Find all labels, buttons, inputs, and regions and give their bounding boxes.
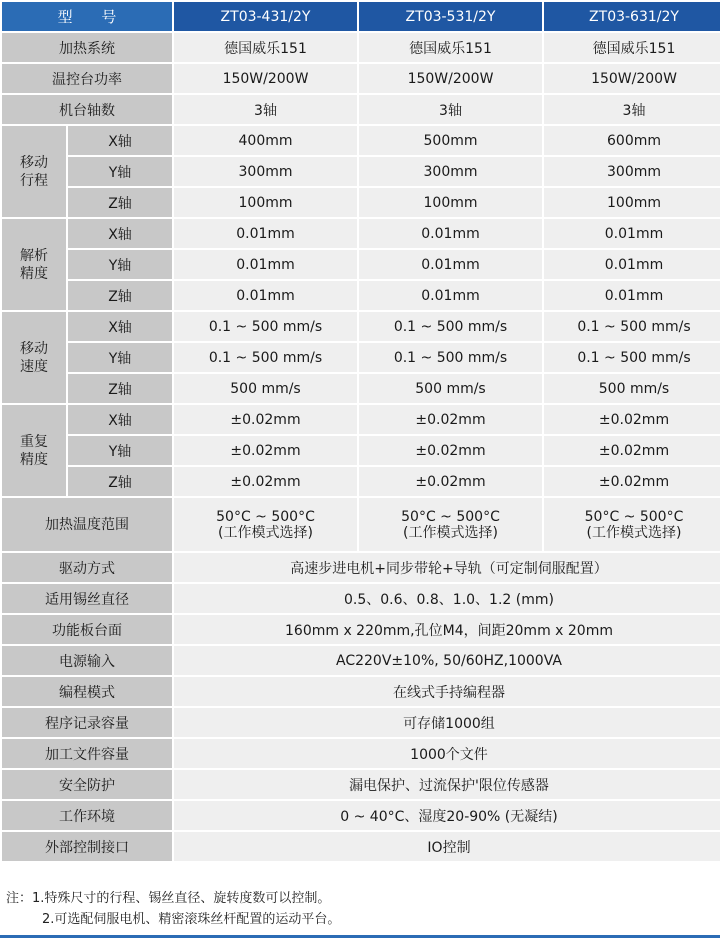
spec-value: 0.01mm [359, 281, 542, 310]
group-label [2, 126, 66, 217]
bottom-rule [0, 935, 720, 938]
spec-value-merged: 1000个文件 [174, 739, 720, 768]
row-label: 加热温度范围 [2, 498, 172, 551]
spec-row-merged [2, 615, 720, 644]
footnote-2: 2.可选配伺服电机、精密滚珠丝杆配置的运动平台。 [42, 912, 341, 927]
spec-value: 150W/200W [544, 64, 720, 93]
spec-value: 德国威乐151 [544, 33, 720, 62]
model-column-1: ZT03-431/2Y [174, 2, 357, 31]
spec-value: 100mm [174, 188, 357, 217]
row-label: 编程模式 [2, 677, 172, 706]
spec-value: 0.01mm [359, 219, 542, 248]
axis-label: Z轴 [68, 188, 172, 217]
spec-row [2, 436, 720, 465]
spec-row [2, 219, 720, 248]
row-label: 加热系统 [2, 33, 172, 62]
model-label: 型 号 [2, 2, 172, 31]
spec-value: 100mm [544, 188, 720, 217]
spec-row-merged [2, 708, 720, 737]
spec-value-merged: 高速步进电机+同步带轮+导轨（可定制伺服配置） [174, 553, 720, 582]
axis-label: X轴 [68, 312, 172, 341]
spec-value: 3轴 [174, 95, 357, 124]
spec-value: 300mm [174, 157, 357, 186]
temp-range-line1: 50°C ~ 500°C [584, 508, 684, 525]
group-label [2, 405, 66, 496]
spec-row [2, 281, 720, 310]
spec-row [2, 343, 720, 372]
spec-row-merged [2, 553, 720, 582]
spec-value: ±0.02mm [544, 467, 720, 496]
spec-row [2, 405, 720, 434]
spec-value: 0.01mm [174, 219, 357, 248]
row-label: 加工文件容量 [2, 739, 172, 768]
spec-row [2, 467, 720, 496]
axis-label: Y轴 [68, 250, 172, 279]
spec-value: 500 mm/s [359, 374, 542, 403]
spec-row-merged [2, 677, 720, 706]
group-label-text: 移动速度 [20, 340, 48, 375]
spec-row-merged [2, 801, 720, 830]
temp-range-line1: 50°C ~ 500°C [401, 508, 500, 525]
spec-value: 0.1 ~ 500 mm/s [174, 312, 357, 341]
spec-row-merged [2, 832, 720, 861]
temp-range-value [544, 498, 720, 551]
row-label: 工作环境 [2, 801, 172, 830]
spec-value: 600mm [544, 126, 720, 155]
spec-value-merged: 0 ~ 40°C、湿度20-90% (无凝结) [174, 801, 720, 830]
spec-value: ±0.02mm [359, 467, 542, 496]
spec-value: ±0.02mm [359, 436, 542, 465]
spec-value-merged: 可存储1000组 [174, 708, 720, 737]
spec-value: ±0.02mm [544, 405, 720, 434]
spec-row-merged [2, 584, 720, 613]
spec-row [2, 95, 720, 124]
spec-row [2, 64, 720, 93]
spec-value: 500 mm/s [174, 374, 357, 403]
spec-value: ±0.02mm [174, 467, 357, 496]
footnote-1: 注：1.特殊尺寸的行程、锡丝直径、旋转度数可以控制。 [6, 891, 331, 906]
spec-value: 德国威乐151 [174, 33, 357, 62]
axis-label: X轴 [68, 126, 172, 155]
spec-row [2, 126, 720, 155]
row-label: 温控台功率 [2, 64, 172, 93]
spec-value: 500 mm/s [544, 374, 720, 403]
spec-row [2, 33, 720, 62]
row-label: 功能板台面 [2, 615, 172, 644]
temp-range-line2: (工作模式选择) [586, 524, 682, 541]
spec-value-merged: 在线式手持编程器 [174, 677, 720, 706]
spec-value: 150W/200W [174, 64, 357, 93]
spec-value: 500mm [359, 126, 542, 155]
row-label: 程序记录容量 [2, 708, 172, 737]
spec-value: 0.01mm [359, 250, 542, 279]
spec-value: 0.01mm [544, 219, 720, 248]
row-label: 电源输入 [2, 646, 172, 675]
spec-row [2, 250, 720, 279]
group-label [2, 219, 66, 310]
row-label: 外部控制接口 [2, 832, 172, 861]
spec-value: 德国威乐151 [359, 33, 542, 62]
temp-range-row [2, 498, 720, 551]
group-label [2, 312, 66, 403]
spec-value: 0.1 ~ 500 mm/s [544, 312, 720, 341]
spec-row-merged [2, 770, 720, 799]
spec-value: ±0.02mm [544, 436, 720, 465]
spec-row [2, 157, 720, 186]
model-column-2: ZT03-531/2Y [359, 2, 542, 31]
temp-range-line2: (工作模式选择) [218, 524, 313, 541]
header-row [2, 2, 720, 31]
spec-value: 0.1 ~ 500 mm/s [359, 343, 542, 372]
axis-label: Z轴 [68, 374, 172, 403]
spec-value: 0.01mm [174, 250, 357, 279]
axis-label: Y轴 [68, 157, 172, 186]
spec-value: 0.1 ~ 500 mm/s [544, 343, 720, 372]
spec-row [2, 312, 720, 341]
group-label-text: 解析精度 [20, 247, 48, 282]
spec-value: 400mm [174, 126, 357, 155]
spec-value: ±0.02mm [359, 405, 542, 434]
footnotes [6, 888, 340, 930]
spec-row [2, 374, 720, 403]
spec-value: ±0.02mm [174, 405, 357, 434]
axis-label: X轴 [68, 405, 172, 434]
axis-label: Y轴 [68, 436, 172, 465]
temp-range-line1: 50°C ~ 500°C [216, 508, 315, 525]
temp-range-value [359, 498, 542, 551]
spec-value: 150W/200W [359, 64, 542, 93]
spec-value: 0.01mm [174, 281, 357, 310]
axis-label: Z轴 [68, 467, 172, 496]
group-label-text: 移动行程 [20, 154, 48, 189]
spec-value-merged: 160mm x 220mm,孔位M4，间距20mm x 20mm [174, 615, 720, 644]
spec-value-merged: 漏电保护、过流保护'限位传感器 [174, 770, 720, 799]
spec-value: 0.1 ~ 500 mm/s [174, 343, 357, 372]
axis-label: Z轴 [68, 281, 172, 310]
spec-value-merged: 0.5、0.6、0.8、1.0、1.2 (mm) [174, 584, 720, 613]
row-label: 驱动方式 [2, 553, 172, 582]
spec-value: 100mm [359, 188, 542, 217]
group-label-text: 重复精度 [20, 433, 48, 468]
row-label: 安全防护 [2, 770, 172, 799]
spec-row-merged [2, 646, 720, 675]
spec-value: ±0.02mm [174, 436, 357, 465]
spec-value: 3轴 [544, 95, 720, 124]
spec-value-merged: AC220V±10%, 50/60HZ,1000VA [174, 646, 720, 675]
axis-label: X轴 [68, 219, 172, 248]
spec-row-merged [2, 739, 720, 768]
spec-value: 300mm [544, 157, 720, 186]
model-column-3: ZT03-631/2Y [544, 2, 720, 31]
temp-range-line2: (工作模式选择) [403, 524, 498, 541]
row-label: 机台轴数 [2, 95, 172, 124]
temp-range-value [174, 498, 357, 551]
spec-value-merged: IO控制 [174, 832, 720, 861]
row-label: 适用锡丝直径 [2, 584, 172, 613]
spec-row [2, 188, 720, 217]
spec-value: 0.01mm [544, 281, 720, 310]
axis-label: Y轴 [68, 343, 172, 372]
spec-value: 0.1 ~ 500 mm/s [359, 312, 542, 341]
spec-value: 3轴 [359, 95, 542, 124]
spec-value: 300mm [359, 157, 542, 186]
spec-value: 0.01mm [544, 250, 720, 279]
